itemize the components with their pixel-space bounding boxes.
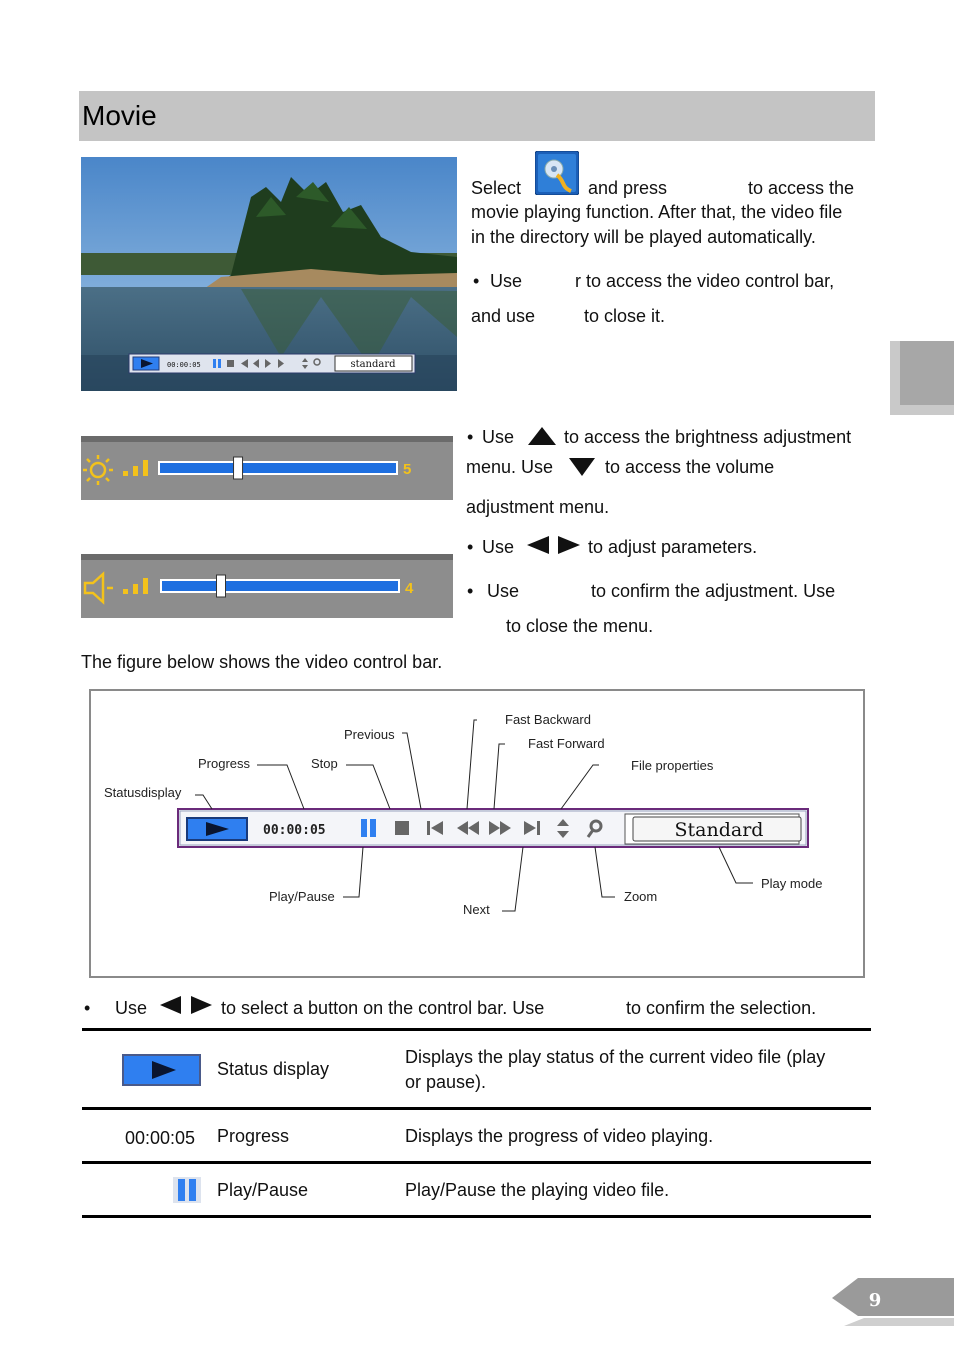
movie-screenshot (81, 157, 457, 391)
adjust-b2-rest: to adjust parameters. (588, 537, 758, 557)
down-arrow-icon (568, 457, 596, 482)
movie-app-icon (535, 151, 579, 195)
table-row1-desc2: or pause). (405, 1072, 487, 1092)
adjust-b3-line2: to close the menu. (506, 616, 654, 636)
adjust-b2-use: Use (482, 537, 515, 557)
page-number: 9 (868, 1290, 882, 1311)
table-row2-name: Progress (217, 1126, 290, 1146)
brightness-value: 5 (403, 461, 412, 478)
label-play-mode: Play mode (761, 876, 823, 891)
table-top-rule (82, 1028, 871, 1031)
photo-osd-mode: standard (350, 359, 396, 370)
page-number-tab (832, 1278, 954, 1326)
adjust-b1-line3: adjustment menu. (466, 497, 610, 517)
pause-icon (173, 1177, 201, 1203)
intro-bullet1-use: Use (490, 271, 523, 291)
volume-slider-knob (217, 575, 226, 597)
photo-osd-bar (129, 354, 415, 373)
intro-line3: in the directory will be played automatically. (471, 227, 816, 247)
intro-bullet1-line2b: to close it. (584, 306, 666, 326)
lake-scene-image (81, 157, 457, 391)
left-right-arrow-icon (526, 535, 582, 562)
intro-select: Select (471, 178, 522, 198)
table-row1-name: Status display (217, 1059, 330, 1079)
label-stop: Stop (311, 756, 338, 771)
adjust-b1-line2b: to access the volume (605, 457, 775, 477)
up-arrow-icon (527, 426, 557, 451)
page-title: Movie (82, 100, 157, 131)
intro-bullet1-line2a: and use (471, 306, 536, 326)
label-progress: Progress (198, 756, 251, 771)
table-row3-name: Play/Pause (217, 1180, 309, 1200)
adjust-b3-use: Use (487, 581, 520, 601)
label-status-display: Statusdisplay (104, 785, 182, 800)
chapter-tab (890, 341, 954, 415)
table-rule (82, 1107, 871, 1110)
control-bar-diagram (89, 689, 865, 978)
table-bottom-rule (82, 1215, 871, 1218)
label-zoom: Zoom (624, 889, 658, 904)
adjust-b1-use: Use (482, 427, 515, 447)
diagram-mode: Standard (674, 819, 764, 841)
table-row1-desc1: Displays the play status of the current video file (play (405, 1047, 826, 1067)
brightness-slider-knob (234, 457, 243, 479)
label-fast-forward: Fast Forward (528, 736, 605, 751)
label-next: Next (463, 902, 490, 917)
diagram-time: 00:00:05 (263, 823, 326, 838)
label-fast-backward: Fast Backward (505, 712, 591, 727)
select-use: Use (115, 998, 148, 1018)
select-arrows-icon (159, 995, 213, 1022)
table-row2-icon-text: 00:00:05 (125, 1128, 196, 1148)
volume-value: 4 (405, 580, 414, 597)
adjust-b1-line2a: menu. Use (466, 457, 554, 477)
table-rule (82, 1161, 871, 1164)
intro-and-press: and press (588, 178, 668, 198)
select-rest-a: to select a button on the control bar. Use (221, 998, 545, 1018)
table-row3-desc1: Play/Pause the playing video file. (405, 1180, 670, 1200)
section-header (79, 91, 875, 141)
volume-osd (81, 554, 453, 618)
intro-to-access: to access the (748, 178, 855, 198)
select-rest-b: to confirm the selection. (626, 998, 817, 1018)
intro-line2: movie playing function. After that, the video file (471, 202, 843, 222)
photo-osd-time: 00:00:05 (167, 361, 201, 369)
adjust-b3-rest: to confirm the adjustment. Use (591, 581, 836, 601)
figure-caption: The figure below shows the video control bar. (81, 652, 443, 672)
bullet-dot: • (473, 271, 480, 291)
label-play-pause: Play/Pause (269, 889, 335, 904)
brightness-osd (81, 436, 453, 500)
status-display-icon (122, 1054, 201, 1086)
table-row2-desc1: Displays the progress of video playing. (405, 1126, 714, 1146)
label-file-properties: File properties (631, 758, 714, 773)
adjust-b1-rest: to access the brightness adjustment (564, 427, 852, 447)
intro-bullet1-rest: r to access the video control bar, (575, 271, 835, 291)
label-previous: Previous (344, 727, 395, 742)
